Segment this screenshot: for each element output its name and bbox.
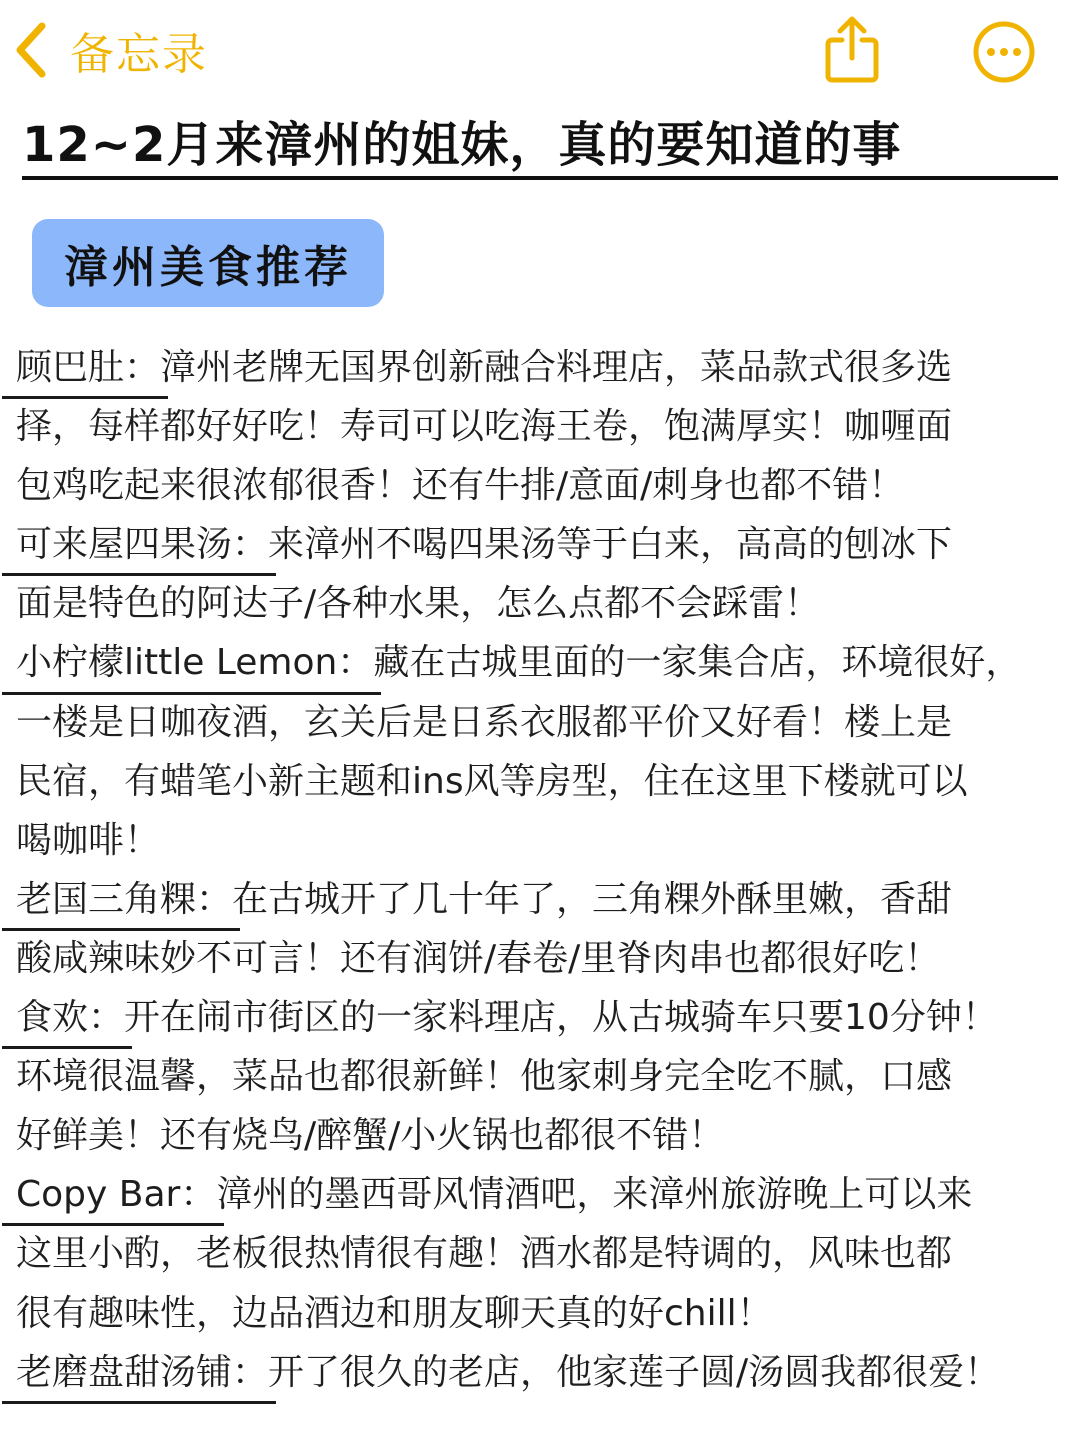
note-title: 12~2月来漳州的姐妹，真的要知道的事 [22, 117, 902, 173]
entry-text: 开了很久的老店，他家莲子圆/汤圆我都很爱！ [268, 1351, 1001, 1393]
more-options-button[interactable] [972, 20, 1036, 84]
note-body[interactable] [16, 338, 1076, 1402]
entry-paragraph [16, 1165, 1076, 1342]
entry-text: 漳州的墨西哥风情酒吧，来漳州旅游晚上可以来 这里小酌，老板很热情很有趣！酒水都是特调的，风味也都 很有趣味性，边品酒边和朋友聊天真的好chill！ [16, 1174, 973, 1334]
entry-paragraph [16, 633, 1076, 869]
back-button[interactable] [14, 20, 208, 80]
back-label: 备忘录 [70, 29, 208, 80]
entry-paragraph [16, 338, 1076, 515]
entry-text: 来漳州不喝四果汤等于白来，高高的刨冰下 面是特色的阿达子/各种水果，怎么点都不会踩雷！ [16, 524, 953, 625]
entry-text: 开在闹市街区的一家料理店，从古城骑车只要10分钟！ 环境很温馨，菜品也都很新鲜！他家刺身完全吃不腻，口感 好鲜美！还有烧鸟/醉蟹/小火锅也都很不错！ [16, 997, 998, 1157]
more-icon [972, 20, 1036, 84]
share-button[interactable] [822, 14, 882, 86]
entry-name: Copy Bar： [16, 1165, 216, 1224]
entry-paragraph [16, 1343, 1076, 1402]
entry-paragraph [16, 515, 1076, 633]
entry-name: 老国三角粿： [16, 870, 232, 929]
entry-paragraph [16, 870, 1076, 988]
entry-name: 顾巴肚： [16, 338, 160, 397]
entry-text: 在古城开了几十年了，三角粿外酥里嫩，香甜 酸咸辣味妙不可言！还有润饼/春卷/里脊肉串也都很好吃！ [16, 878, 953, 979]
title-underline [22, 176, 1058, 180]
section-badge [32, 219, 384, 307]
entry-name: 可来屋四果汤： [16, 515, 268, 574]
entry-text: 藏在古城里面的一家集合店，环境很好， 一楼是日咖夜酒，玄关后是日系衣服都平价又好看！楼上是 民宿，有蜡笔小新主题和ins风等房型，住在这里下楼就可以 喝咖啡！ [16, 642, 1022, 861]
entry-text: 漳州老牌无国界创新融合料理店，菜品款式很多选 择，每样都好好吃！寿司可以吃海王卷，饱满厚实！咖喱面 包鸡吃起来很浓郁很香！还有牛排/意面/刺身也都不错！ [16, 347, 953, 507]
chevron-left-icon [14, 22, 48, 78]
entry-paragraph [16, 988, 1076, 1165]
entry-name: 小柠檬little Lemon： [16, 633, 373, 692]
section-label: 漳州美食推荐 [64, 242, 352, 293]
entry-name: 老磨盘甜汤铺： [16, 1343, 268, 1402]
top-navigation-bar [0, 0, 1080, 100]
entry-name: 食欢： [16, 988, 124, 1047]
share-icon [822, 14, 882, 86]
